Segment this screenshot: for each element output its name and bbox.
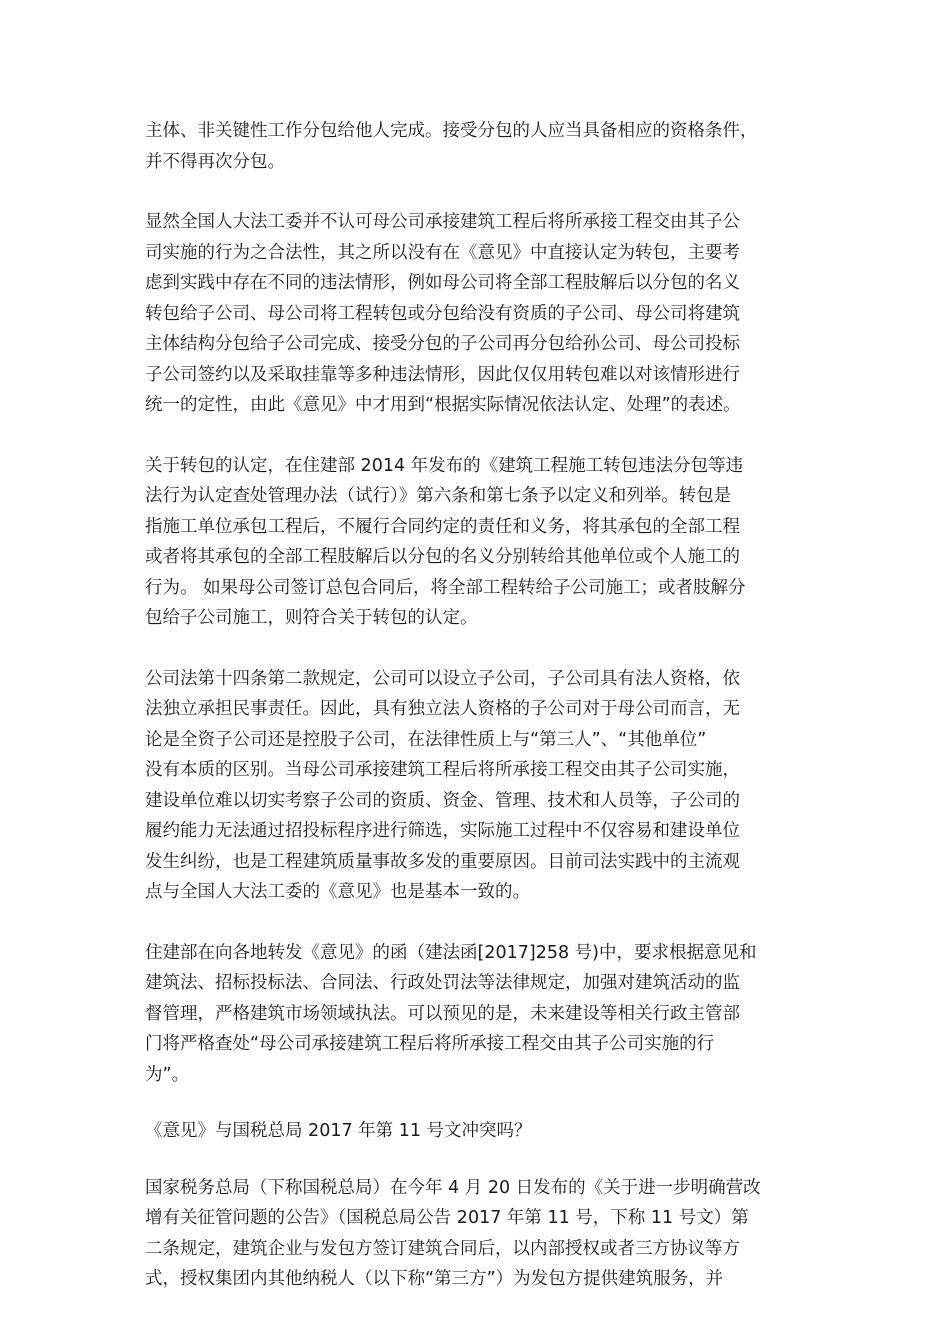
paragraph-tax-bureau-notice — [145, 1173, 815, 1295]
text-line: 指施工单位承包工程后，不履行合同约定的责任和义务，将其承包的全部工程 — [145, 516, 740, 537]
text-line: 二条规定，建筑企业与发包方签订建筑合同后，以内部授权或者三方协议等方 — [145, 1238, 740, 1259]
paragraph-spacer — [145, 634, 815, 664]
paragraph-subcontract-conditions — [145, 116, 815, 177]
text-line: 住建部在向各地转发《意见》的函（建法函[2017]258 号)中，要求根据意见和 — [145, 942, 757, 963]
text-line: 门将严格查处“母公司承接建筑工程后将所承接工程交由其子公司实施的行 — [145, 1034, 715, 1054]
paragraph-spacer — [145, 1147, 815, 1173]
text-line: 《意见》与国税总局 2017 年第 11 号文冲突吗？ — [145, 1121, 532, 1141]
text-line: 关于转包的认定，在住建部 2014 年发布的《建筑工程施工转包违法分包等违 — [145, 455, 744, 476]
text-line: 法独立承担民事责任。因此，具有独立法人资格的子公司对于母公司而言，无 — [145, 699, 740, 719]
paragraph-subcontracting-definition — [145, 451, 815, 634]
section-heading-tax-conflict — [145, 1116, 815, 1147]
text-line: 没有本质的区别。当母公司承接建筑工程后将所承接工程交由其子公司实施， — [145, 760, 740, 780]
text-line: 包给子公司施工，则符合关于转包的认定。 — [145, 608, 478, 628]
document-body — [145, 116, 815, 1295]
text-line: 论是全资子公司还是控股子公司，在法律性质上与“第三人”、“其他单位” — [145, 729, 707, 750]
text-line: 或者将其承包的全部工程肢解后以分包的名义分别转给其他单位或个人施工的 — [145, 547, 740, 567]
text-line: 主体、非关键性工作分包给他人完成。接受分包的人应当具备相应的资格条件， — [145, 121, 758, 141]
paragraph-spacer — [145, 908, 815, 938]
text-line: 法行为认定查处管理办法（试行）》第六条和第七条予以定义和列举。转包是 — [145, 486, 732, 506]
text-line: 为”。 — [145, 1064, 190, 1085]
paragraph-company-law — [145, 664, 815, 908]
paragraph-spacer — [145, 177, 815, 207]
text-line: 统一的定性，由此《意见》中才用到“根据实际情况依法认定、处理”的表述。 — [145, 395, 741, 415]
text-line: 发生纠纷，也是工程建筑质量事故多发的重要原因。目前司法实践中的主流观 — [145, 851, 740, 872]
text-line: 督管理，严格建筑市场领域执法。可以预见的是，未来建设等相关行政主管部 — [145, 1003, 740, 1024]
text-line: 履约能力无法通过招投标程序进行筛选，实际施工过程中不仅容易和建设单位 — [145, 821, 740, 841]
text-line: 转包给子公司、母公司将工程转包或分包给没有资质的子公司、母公司将建筑 — [145, 303, 740, 324]
text-line: 显然全国人大法工委并不认可母公司承接建筑工程后将所承接工程交由其子公 — [145, 212, 740, 232]
text-line: 司实施的行为之合法性，其之所以没有在《意见》中直接认定为转包，主要考 — [145, 242, 740, 263]
paragraph-mohurd-letter — [145, 938, 815, 1091]
paragraph-npc-opinion — [145, 207, 815, 421]
text-line: 点与全国人大法工委的《意见》也是基本一致的。 — [145, 882, 530, 902]
text-line: 子公司签约以及采取挂靠等多种违法情形，因此仅仅用转包难以对该情形进行 — [145, 364, 740, 385]
text-line: 国家税务总局（下称国税总局）在今年 4 月 20 日发布的《关于进一步明确营改 — [145, 1177, 761, 1198]
text-line: 式，授权集团内其他纳税人（以下称“第三方”）为发包方提供建筑服务，并 — [145, 1269, 724, 1289]
text-line: 行为。 如果母公司签订总包合同后，将全部工程转给子公司施工；或者肢解分 — [145, 577, 746, 598]
text-line: 建筑法、招标投标法、合同法、行政处罚法等法律规定，加强对建筑活动的监 — [145, 973, 740, 993]
text-line: 主体结构分包给子公司完成、接受分包的子公司再分包给孙公司、母公司投标 — [145, 334, 740, 354]
text-line: 增有关征管问题的公告》（国税总局公告 2017 年第 11 号，下称 11 号文）第 — [145, 1208, 749, 1228]
paragraph-spacer — [145, 421, 815, 451]
text-line: 建设单位难以切实考察子公司的资质、资金、管理、技术和人员等，子公司的 — [145, 790, 740, 811]
text-line: 并不得再次分包。 — [145, 151, 285, 172]
paragraph-spacer — [145, 1090, 815, 1116]
text-line: 公司法第十四条第二款规定，公司可以设立子公司，子公司具有法人资格，依 — [145, 668, 740, 689]
text-line: 虑到实践中存在不同的违法情形，例如母公司将全部工程肢解后以分包的名义 — [145, 273, 740, 293]
